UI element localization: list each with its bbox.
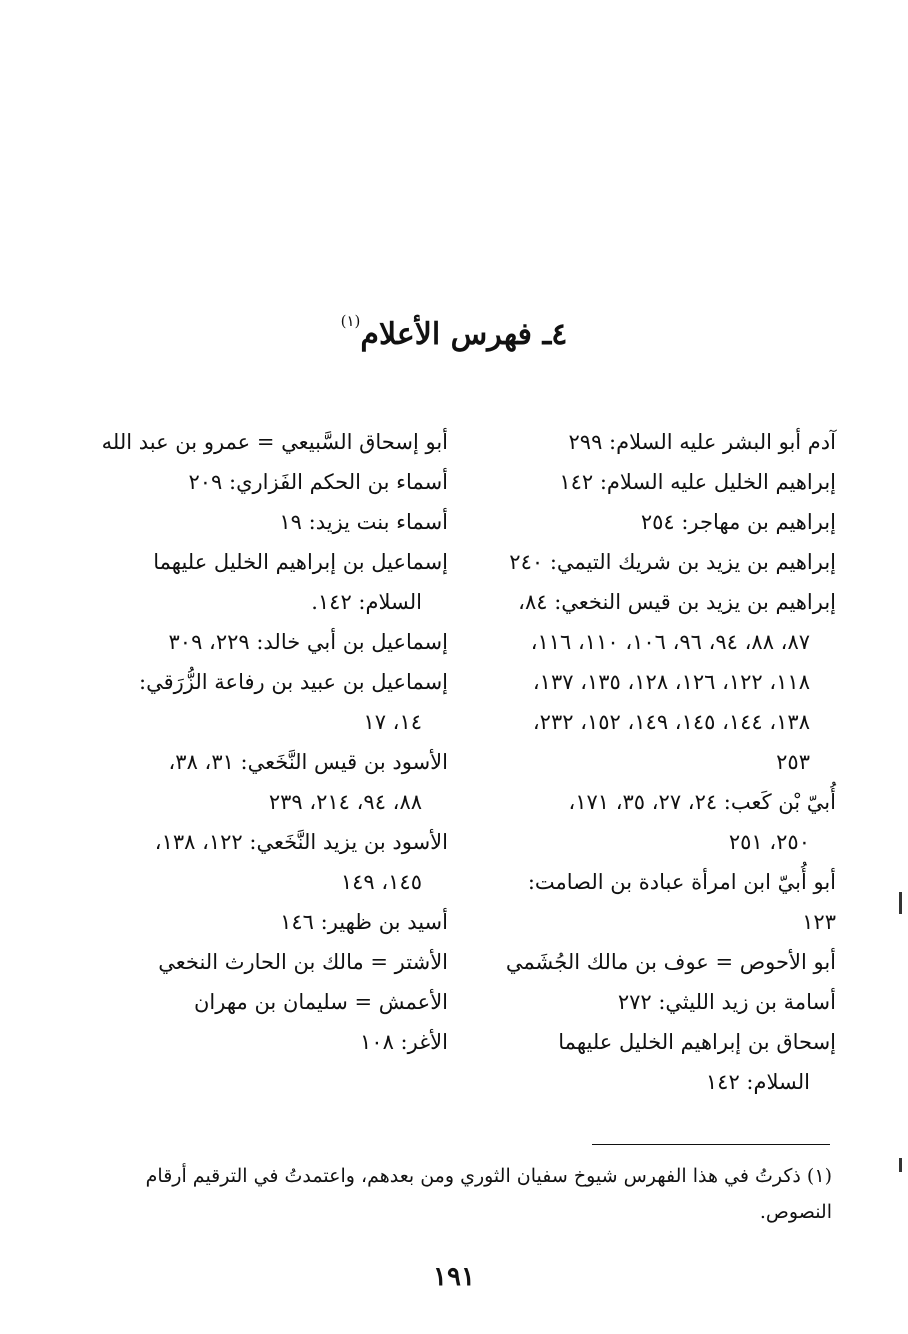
index-entry: أُبيّ بْن كَعب: ٢٤، ٢٧، ٣٥، ١٧١، ٢٥٠، ٢٥١ bbox=[496, 782, 836, 862]
index-entry: الأشتر = مالك بن الحارث النخعي bbox=[158, 950, 448, 974]
entry-continuation: ١٤، ١٧ bbox=[363, 710, 422, 734]
entry-continuation: السلام: ١٤٢ bbox=[705, 1070, 810, 1094]
index-entry: آدم أبو البشر عليه السلام: ٢٩٩ bbox=[568, 430, 836, 454]
footnote: (١) ذكرتُ في هذا الفهرس شيوخ سفيان الثوري ومن بعدهم، واعتمدتُ في الترقيم أرقام النصوص. bbox=[145, 1165, 832, 1223]
entry-continuation: السلام: ١٤٢. bbox=[311, 590, 422, 614]
index-entry: إبراهيم الخليل عليه السلام: ١٤٢ bbox=[559, 470, 836, 494]
index-entry: أبو إسحاق السَّبيعي = عمرو بن عبد الله bbox=[101, 430, 448, 454]
left-column bbox=[96, 422, 448, 1062]
index-entry: أسيد بن ظهير: ١٤٦ bbox=[280, 910, 448, 934]
entry-continuation: ٢٥٠، ٢٥١ bbox=[728, 830, 810, 854]
title-footnote-marker: (١) bbox=[340, 312, 361, 330]
index-entry: إسماعيل بن عبيد بن رفاعة الزُّرَقي: ١٤، ١٧ bbox=[96, 662, 448, 742]
scan-edge-mark bbox=[899, 1158, 902, 1172]
index-entry: إبراهيم بن مهاجر: ٢٥٤ bbox=[640, 510, 836, 534]
index-entry: إبراهيم بن يزيد بن قيس النخعي: ٨٤، ٨٧، ٨٨، ٩٤، ٩٦، ١٠٦، ١١٠، ١١٦، ١١٨، ١٢٢، ١٢٦، ١٢٨، ١٣٥، ١٣٧، ١٣٨، ١٤٤، ١٤٥، ١٤٩، ١٥٢، ٢٣٢، ٢٥٣ bbox=[496, 582, 836, 782]
index-entry: إسماعيل بن إبراهيم الخليل عليهما السلام: ١٤٢. bbox=[96, 542, 448, 622]
index-entry: إبراهيم بن يزيد بن شريك التيمي: ٢٤٠ bbox=[509, 550, 836, 574]
title-text: ٤ـ فهرس الأعلام bbox=[360, 317, 568, 352]
index-entry: إسحاق بن إبراهيم الخليل عليهما السلام: ١٤٢ bbox=[496, 1022, 836, 1102]
index-title bbox=[0, 312, 908, 352]
page-number: ١٩١ bbox=[433, 1262, 475, 1292]
index-entry: أبو أُبيّ ابن امرأة عبادة بن الصامت: ١٢٣ bbox=[527, 870, 836, 934]
index-entry: أبو الأحوص = عوف بن مالك الجُشَمي bbox=[505, 950, 836, 974]
index-entry: أسماء بن الحكم الفَزاري: ٢٠٩ bbox=[188, 470, 448, 494]
index-entry: أسامة بن زيد الليثي: ٢٧٢ bbox=[617, 990, 836, 1014]
footnote-separator bbox=[592, 1144, 830, 1145]
entry-continuation: ١٤٥، ١٤٩ bbox=[340, 870, 422, 894]
index-entry: الأغر: ١٠٨ bbox=[360, 1030, 448, 1054]
index-entry: إسماعيل بن أبي خالد: ٢٢٩، ٣٠٩ bbox=[168, 630, 448, 654]
index-entry: أسماء بنت يزيد: ١٩ bbox=[279, 510, 448, 534]
scan-edge-mark bbox=[899, 892, 902, 914]
entry-continuation: ٨٧، ٨٨، ٩٤، ٩٦، ١٠٦، ١١٠، ١١٦، ١١٨، ١٢٢، ١٢٦، ١٢٨، ١٣٥، ١٣٧، ١٣٨، ١٤٤، ١٤٥، ١٤٩، ١٥٢، ٢٣٢، ٢٥٣ bbox=[530, 630, 810, 774]
entry-continuation: ٨٨، ٩٤، ٢١٤، ٢٣٩ bbox=[268, 790, 422, 814]
right-column bbox=[496, 422, 836, 1102]
index-entry: الأسود بن يزيد النَّخَعي: ١٢٢، ١٣٨، ١٤٥، ١٤٩ bbox=[96, 822, 448, 902]
index-entry: الأسود بن قيس النَّخَعي: ٣١، ٣٨، ٨٨، ٩٤، ٢١٤، ٢٣٩ bbox=[96, 742, 448, 822]
index-entry: الأعمش = سليمان بن مهران bbox=[194, 990, 448, 1014]
